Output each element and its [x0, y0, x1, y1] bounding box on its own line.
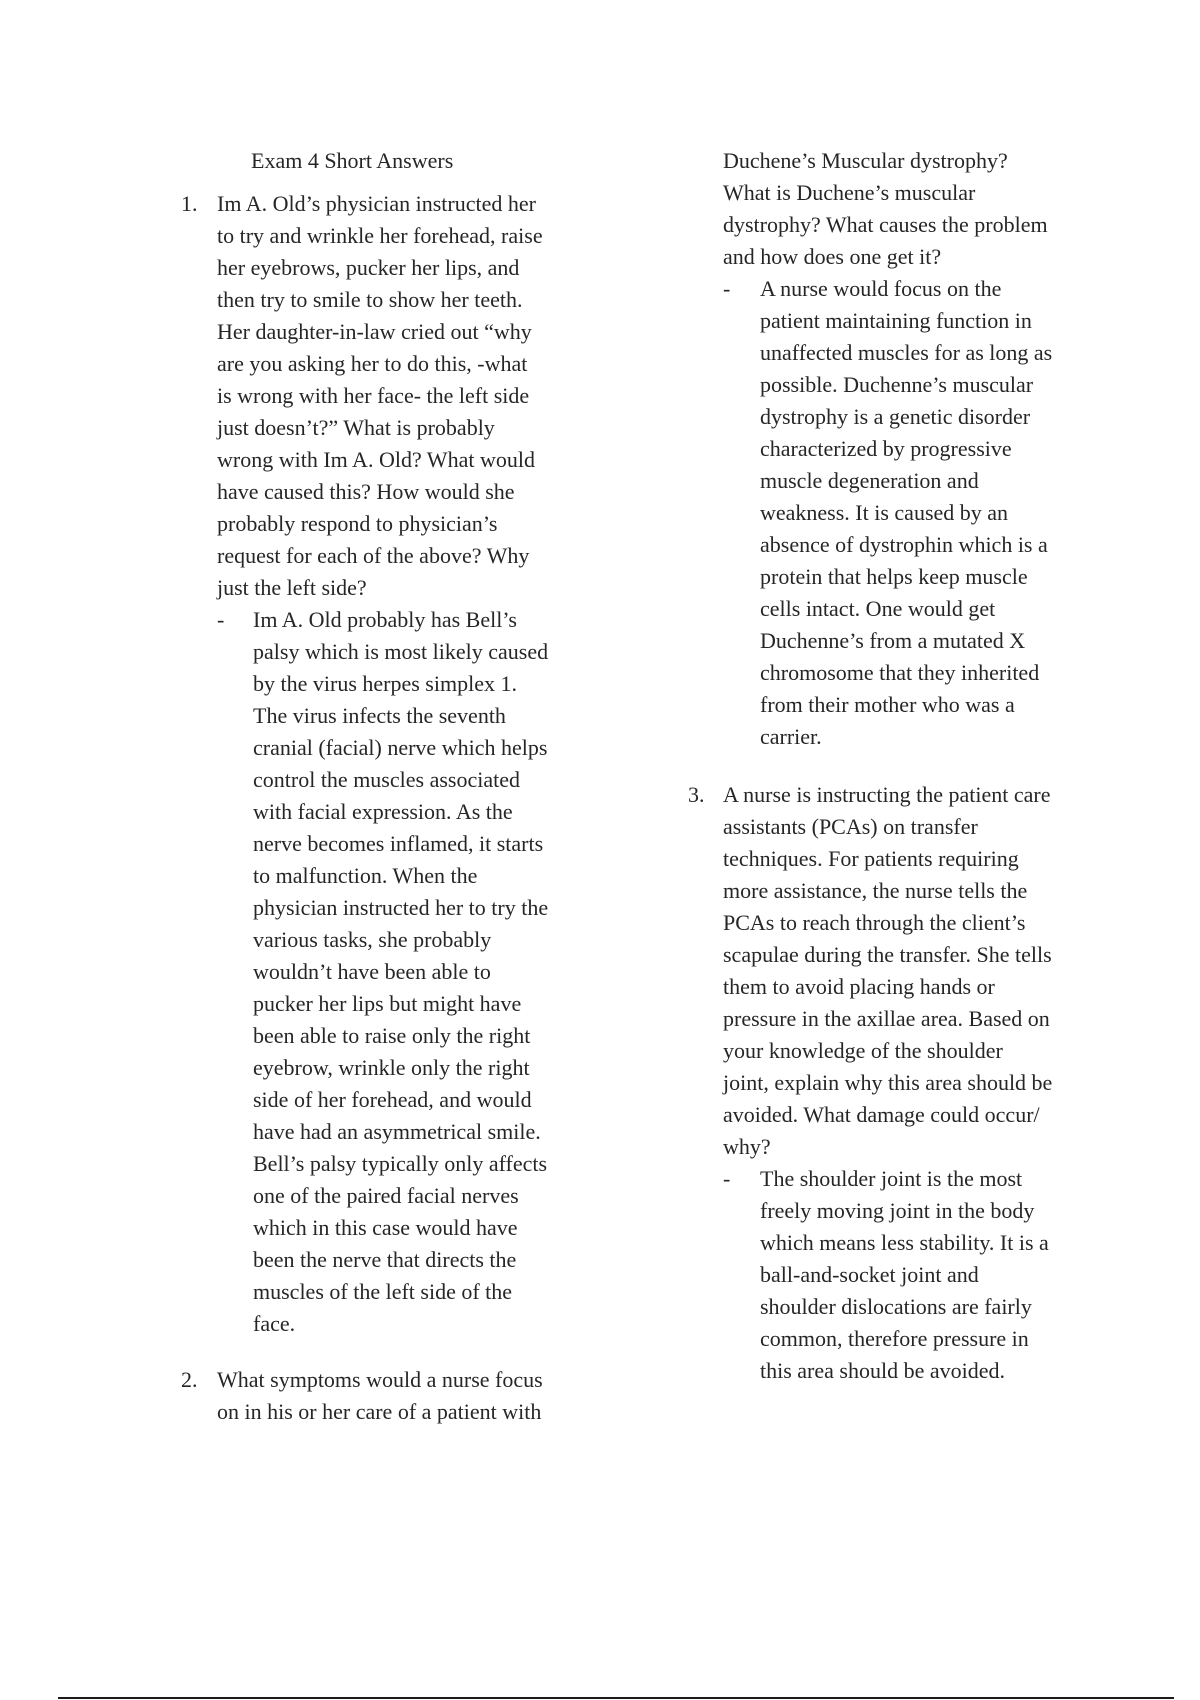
text-line: dystrophy? What causes the problem: [723, 212, 1048, 237]
text-line: Im A. Old probably has Bell’s: [253, 607, 517, 632]
text-line: Im A. Old’s physician instructed her: [217, 191, 536, 216]
text-line: Duchenne’s from a mutated X: [760, 628, 1026, 653]
text-line: more assistance, the nurse tells the: [723, 878, 1028, 903]
text-line: this area should be avoided.: [760, 1358, 1005, 1383]
text-line: request for each of the above? Why: [217, 543, 530, 568]
text-line: What symptoms would a nurse focus: [217, 1367, 543, 1392]
text-line: wouldn’t have been able to: [253, 959, 491, 984]
text-line: freely moving joint in the body: [760, 1198, 1035, 1223]
text-line: pressure in the axillae area. Based on: [723, 1006, 1050, 1031]
text-line: your knowledge of the shoulder: [723, 1038, 1003, 1063]
text-line: just doesn’t?” What is probably: [217, 415, 495, 440]
text-line: then try to smile to show her teeth.: [217, 287, 523, 312]
text-line: have had an asymmetrical smile.: [253, 1119, 541, 1144]
text-line: by the virus herpes simplex 1.: [253, 671, 517, 696]
text-line: PCAs to reach through the client’s: [723, 910, 1026, 935]
text-line: face.: [253, 1311, 296, 1336]
text-line: which in this case would have: [253, 1215, 518, 1240]
text-line: on in his or her care of a patient with: [217, 1399, 542, 1424]
text-line: to malfunction. When the: [253, 863, 478, 888]
text-line: with facial expression. As the: [253, 799, 513, 824]
text-line: Duchene’s Muscular dystrophy?: [723, 148, 1008, 173]
text-line: eyebrow, wrinkle only the right: [253, 1055, 530, 1080]
text-line: absence of dystrophin which is a: [760, 532, 1048, 557]
text-line: to try and wrinkle her forehead, raise: [217, 223, 543, 248]
question-1-text: [217, 188, 617, 604]
text-line: assistants (PCAs) on transfer: [723, 814, 978, 839]
answer-bullet: -: [217, 607, 225, 632]
text-line: The shoulder joint is the most: [760, 1166, 1023, 1191]
text-line: nerve becomes inflamed, it starts: [253, 831, 544, 856]
text-line: them to avoid placing hands or: [723, 974, 995, 999]
question-number: 3.: [688, 782, 705, 807]
text-line: muscle degeneration and: [760, 468, 979, 493]
text-line: patient maintaining function in: [760, 308, 1032, 333]
question-3-text: [723, 779, 1123, 1163]
question-2-text-part1: [217, 1364, 617, 1428]
text-line: side of her forehead, and would: [253, 1087, 532, 1112]
answer-1-text: [253, 604, 653, 1340]
answer-bullet: -: [723, 1166, 731, 1191]
text-line: from their mother who was a: [760, 692, 1015, 717]
text-line: have caused this? How would she: [217, 479, 515, 504]
text-line: protein that helps keep muscle: [760, 564, 1028, 589]
text-line: avoided. What damage could occur/: [723, 1102, 1040, 1127]
text-line: her eyebrows, pucker her lips, and: [217, 255, 520, 280]
text-line: dystrophy is a genetic disorder: [760, 404, 1031, 429]
text-line: shoulder dislocations are fairly: [760, 1294, 1032, 1319]
text-line: and how does one get it?: [723, 244, 942, 269]
question-2-text-part2: [723, 145, 1123, 273]
text-line: control the muscles associated: [253, 767, 520, 792]
text-line: unaffected muscles for as long as: [760, 340, 1053, 365]
page-title: Exam 4 Short Answers: [251, 148, 454, 173]
text-line: possible. Duchenne’s muscular: [760, 372, 1034, 397]
text-line: What is Duchene’s muscular: [723, 180, 976, 205]
text-line: carrier.: [760, 724, 822, 749]
text-line: wrong with Im A. Old? What would: [217, 447, 535, 472]
text-line: cells intact. One would get: [760, 596, 996, 621]
text-line: physician instructed her to try the: [253, 895, 549, 920]
question-number: 2.: [181, 1367, 198, 1392]
text-line: A nurse is instructing the patient care: [723, 782, 1051, 807]
text-line: A nurse would focus on the: [760, 276, 1002, 301]
text-line: are you asking her to do this, -what: [217, 351, 528, 376]
text-line: Bell’s palsy typically only affects: [253, 1151, 548, 1176]
text-line: just the left side?: [217, 575, 367, 600]
text-line: been the nerve that directs the: [253, 1247, 517, 1272]
text-line: characterized by progressive: [760, 436, 1012, 461]
text-line: weakness. It is caused by an: [760, 500, 1009, 525]
text-line: one of the paired facial nerves: [253, 1183, 519, 1208]
text-line: common, therefore pressure in: [760, 1326, 1029, 1351]
text-line: muscles of the left side of the: [253, 1279, 513, 1304]
text-line: techniques. For patients requiring: [723, 846, 1019, 871]
answer-3-text: [760, 1163, 1160, 1387]
answer-bullet: -: [723, 276, 731, 301]
text-line: pucker her lips but might have: [253, 991, 522, 1016]
text-line: Her daughter-in-law cried out “why: [217, 319, 532, 344]
text-line: ball-and-socket joint and: [760, 1262, 979, 1287]
text-line: palsy which is most likely caused: [253, 639, 549, 664]
text-line: The virus infects the seventh: [253, 703, 506, 728]
text-line: probably respond to physician’s: [217, 511, 498, 536]
text-line: chromosome that they inherited: [760, 660, 1040, 685]
text-line: various tasks, she probably: [253, 927, 492, 952]
question-number: 1.: [181, 191, 198, 216]
text-line: why?: [723, 1134, 771, 1159]
text-line: which means less stability. It is a: [760, 1230, 1049, 1255]
answer-2-text: [760, 273, 1160, 753]
text-line: joint, explain why this area should be: [723, 1070, 1053, 1095]
text-line: scapulae during the transfer. She tells: [723, 942, 1052, 967]
text-line: been able to raise only the right: [253, 1023, 531, 1048]
text-line: cranial (facial) nerve which helps: [253, 735, 548, 760]
footer-rule: [58, 1697, 1174, 1699]
text-line: is wrong with her face- the left side: [217, 383, 530, 408]
